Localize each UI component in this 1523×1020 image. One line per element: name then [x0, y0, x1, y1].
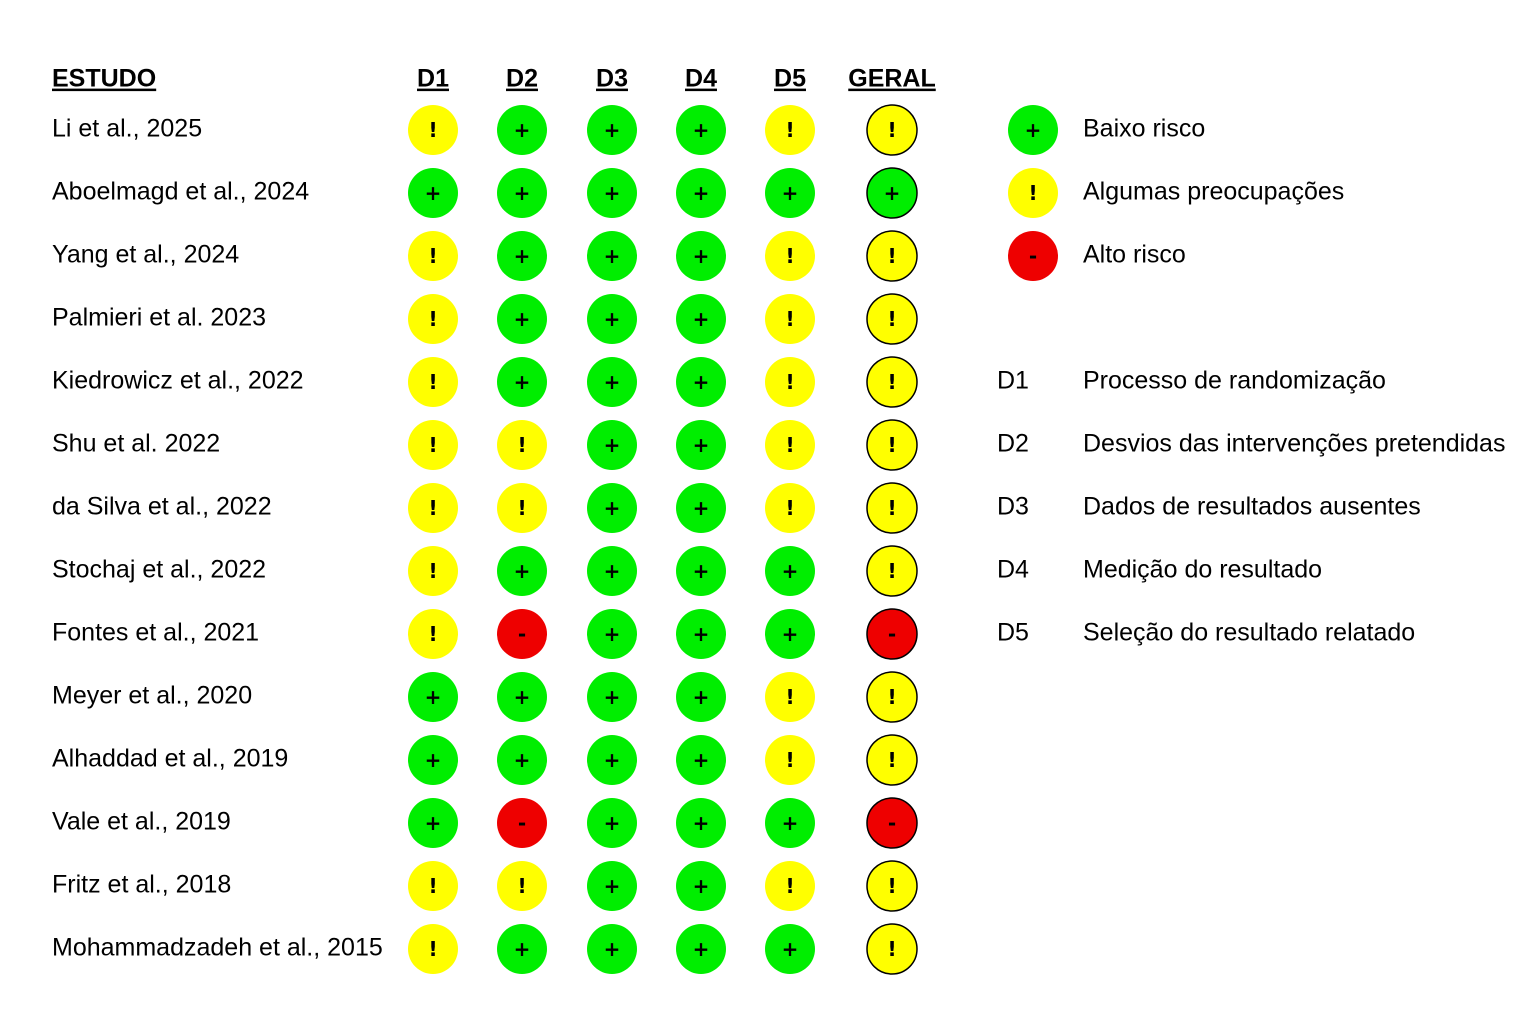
domain-rating-d2-symbol: + [513, 181, 531, 205]
domain-code: D3 [997, 492, 1029, 521]
study-label: Meyer et al., 2020 [52, 681, 253, 710]
domain-rating-d5-symbol: + [781, 811, 799, 835]
domain-rating-d4-symbol: + [692, 748, 710, 772]
overall-rating-symbol: - [887, 622, 897, 646]
domain-rating-d4-symbol: + [692, 181, 710, 205]
column-header-estudo: ESTUDO [52, 64, 157, 93]
overall-rating-symbol: ! [887, 874, 897, 898]
column-header-geral: GERAL [848, 64, 936, 93]
domain-rating-d2-symbol: - [517, 622, 527, 646]
domain-rating-d4-symbol: + [692, 118, 710, 142]
domain-rating-d1-symbol: + [424, 181, 442, 205]
domain-rating-d3-symbol: + [603, 244, 621, 268]
domain-code: D4 [997, 555, 1029, 584]
study-label: Stochaj et al., 2022 [52, 555, 267, 584]
domain-rating-d4-symbol: + [692, 496, 710, 520]
domain-rating-d4-symbol: + [692, 559, 710, 583]
domain-rating-d3-symbol: + [603, 307, 621, 331]
domain-rating-d1-symbol: + [424, 748, 442, 772]
domain-rating-d2-symbol: + [513, 244, 531, 268]
domain-code: D1 [997, 366, 1029, 395]
domain-rating-d5-symbol: + [781, 937, 799, 961]
domain-rating-d1-symbol: ! [428, 874, 438, 898]
domain-rating-d3-symbol: + [603, 181, 621, 205]
domain-rating-d5-symbol: ! [785, 118, 795, 142]
domain-rating-d2-symbol: + [513, 937, 531, 961]
domain-rating-d2-symbol: ! [517, 874, 527, 898]
domain-rating-d4-symbol: + [692, 307, 710, 331]
domain-code: D2 [997, 429, 1029, 458]
domain-rating-d2-symbol: - [517, 811, 527, 835]
domain-rating-d4-symbol: + [692, 370, 710, 394]
study-label: Li et al., 2025 [52, 114, 203, 143]
legend-some-symbol: ! [1028, 181, 1038, 205]
domain-rating-d5-symbol: ! [785, 244, 795, 268]
domain-rating-d3-symbol: + [603, 937, 621, 961]
legend-high-symbol: - [1028, 244, 1038, 268]
overall-rating-symbol: ! [887, 937, 897, 961]
legend-label: Baixo risco [1083, 114, 1206, 143]
study-label: Vale et al., 2019 [52, 807, 231, 836]
domain-rating-d1-symbol: + [424, 811, 442, 835]
domain-rating-d5-symbol: ! [785, 370, 795, 394]
domain-rating-d2-symbol: + [513, 685, 531, 709]
overall-rating-symbol: + [883, 181, 901, 205]
domain-rating-d1-symbol: ! [428, 370, 438, 394]
domain-rating-d4-symbol: + [692, 874, 710, 898]
column-header-d4: D4 [685, 64, 717, 93]
domain-rating-d3-symbol: + [603, 496, 621, 520]
domain-rating-d1-symbol: ! [428, 559, 438, 583]
domain-rating-d1-symbol: ! [428, 118, 438, 142]
domain-rating-d1-symbol: ! [428, 433, 438, 457]
study-label: Yang et al., 2024 [52, 240, 240, 269]
domain-rating-d2-symbol: ! [517, 433, 527, 457]
domain-rating-d1-symbol: ! [428, 622, 438, 646]
domain-rating-d1-symbol: ! [428, 244, 438, 268]
domain-rating-d3-symbol: + [603, 685, 621, 709]
domain-rating-d1-symbol: ! [428, 307, 438, 331]
overall-rating-symbol: ! [887, 748, 897, 772]
study-label: Palmieri et al. 2023 [52, 303, 267, 332]
legend-label: Algumas preocupações [1083, 177, 1345, 206]
study-label: Shu et al. 2022 [52, 429, 221, 458]
domain-rating-d4-symbol: + [692, 433, 710, 457]
study-label: da Silva et al., 2022 [52, 492, 272, 521]
legend-low-symbol: + [1024, 118, 1042, 142]
study-label: Mohammadzadeh et al., 2015 [52, 933, 383, 962]
overall-rating-symbol: - [887, 811, 897, 835]
domain-rating-d2-symbol: ! [517, 496, 527, 520]
study-label: Alhaddad et al., 2019 [52, 744, 289, 773]
domain-rating-d1-symbol: + [424, 685, 442, 709]
domain-rating-d2-symbol: + [513, 748, 531, 772]
overall-rating-symbol: ! [887, 244, 897, 268]
column-header-d1: D1 [417, 64, 449, 93]
domain-rating-d4-symbol: + [692, 937, 710, 961]
domain-rating-d5-symbol: ! [785, 748, 795, 772]
domain-rating-d1-symbol: ! [428, 937, 438, 961]
domain-rating-d2-symbol: + [513, 559, 531, 583]
domain-description: Processo de randomização [1083, 366, 1386, 395]
domain-rating-d1-symbol: ! [428, 496, 438, 520]
domain-rating-d5-symbol: + [781, 559, 799, 583]
domain-rating-d5-symbol: ! [785, 433, 795, 457]
domain-rating-d5-symbol: + [781, 181, 799, 205]
domain-rating-d5-symbol: + [781, 622, 799, 646]
column-header-d5: D5 [774, 64, 806, 93]
domain-rating-d3-symbol: + [603, 874, 621, 898]
overall-rating-symbol: ! [887, 559, 897, 583]
overall-rating-symbol: ! [887, 118, 897, 142]
legend-label: Alto risco [1083, 240, 1186, 269]
domain-rating-d2-symbol: + [513, 307, 531, 331]
study-label: Fritz et al., 2018 [52, 870, 232, 899]
study-label: Fontes et al., 2021 [52, 618, 260, 647]
domain-rating-d3-symbol: + [603, 118, 621, 142]
domain-description: Dados de resultados ausentes [1083, 492, 1421, 521]
column-header-d2: D2 [506, 64, 538, 93]
column-header-d3: D3 [596, 64, 628, 93]
domain-rating-d3-symbol: + [603, 559, 621, 583]
domain-description: Medição do resultado [1083, 555, 1323, 584]
domain-rating-d3-symbol: + [603, 748, 621, 772]
domain-rating-d3-symbol: + [603, 433, 621, 457]
domain-rating-d5-symbol: ! [785, 874, 795, 898]
study-label: Aboelmagd et al., 2024 [52, 177, 310, 206]
domain-rating-d4-symbol: + [692, 811, 710, 835]
overall-rating-symbol: ! [887, 307, 897, 331]
overall-rating-symbol: ! [887, 685, 897, 709]
domain-rating-d4-symbol: + [692, 622, 710, 646]
domain-rating-d4-symbol: + [692, 685, 710, 709]
overall-rating-symbol: ! [887, 370, 897, 394]
domain-rating-d3-symbol: + [603, 370, 621, 394]
study-label: Kiedrowicz et al., 2022 [52, 366, 304, 395]
domain-rating-d4-symbol: + [692, 244, 710, 268]
domain-rating-d3-symbol: + [603, 622, 621, 646]
overall-rating-symbol: ! [887, 433, 897, 457]
overall-rating-symbol: ! [887, 496, 897, 520]
domain-rating-d5-symbol: ! [785, 496, 795, 520]
domain-rating-d3-symbol: + [603, 811, 621, 835]
domain-rating-d5-symbol: ! [785, 685, 795, 709]
domain-rating-d2-symbol: + [513, 370, 531, 394]
domain-description: Seleção do resultado relatado [1083, 618, 1416, 647]
domain-code: D5 [997, 618, 1029, 647]
domain-rating-d5-symbol: ! [785, 307, 795, 331]
domain-description: Desvios das intervenções pretendidas [1083, 429, 1506, 458]
domain-rating-d2-symbol: + [513, 118, 531, 142]
